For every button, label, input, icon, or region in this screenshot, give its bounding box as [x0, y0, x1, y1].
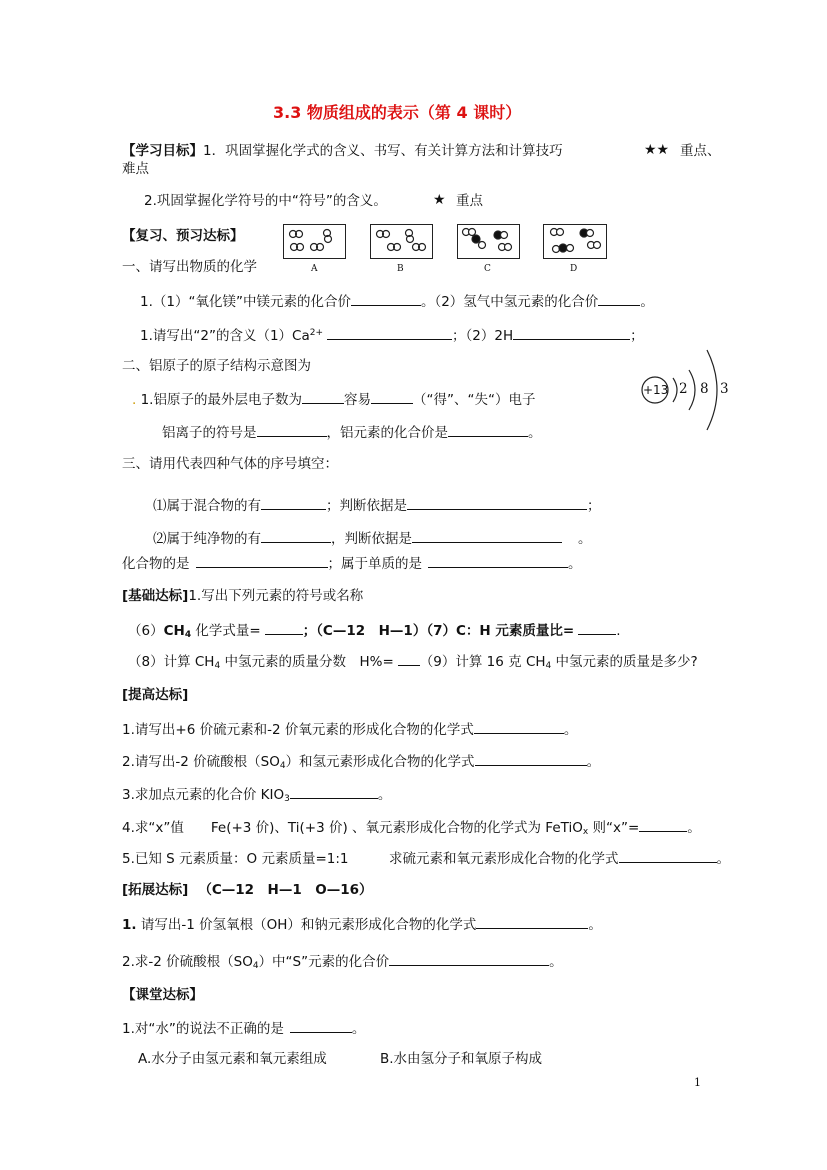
classroom-question-1: 1.对“水”的说法不正确的是 。 — [122, 1018, 365, 1038]
answer-blank[interactable] — [475, 751, 587, 766]
key-point-stars: ★★ — [644, 142, 670, 158]
goals-item-1-cont: 难点 — [122, 161, 149, 177]
option-b[interactable]: B.水由氢分子和氧原子构成 — [380, 1051, 543, 1067]
page-title: 3.3 物质组成的表示（第 4 课时） — [273, 103, 522, 122]
answer-blank[interactable] — [598, 291, 640, 306]
question-1-2: 1.请写出“2”的含义$(1)Ca^{2+}$ ；（2）2H ； — [140, 324, 644, 345]
answer-blank[interactable] — [448, 422, 528, 437]
answer-blank[interactable] — [327, 325, 452, 340]
goals-item-1: 1．巩固掌握化学式的含义、书写、有关计算方法和计算技巧 — [203, 143, 563, 159]
basic-question-6-7: $(6)CH_4$ 化学式量= ；（C—12 H—1）（7）C：H 元素质量比= . — [128, 620, 620, 644]
answer-blank[interactable] — [261, 528, 331, 543]
diagram-label-a: A — [311, 264, 318, 274]
answer-blank[interactable] — [428, 553, 568, 568]
question-2-1: . 1.铝原子的最外层电子数为 容易 （“得”、“失“）电子 — [132, 389, 535, 409]
question-2-2: 铝离子的符号是 ，铝元素的化合价是 。 — [162, 422, 542, 442]
advanced-question-3: 3.求加点元素的化合价 $KIO_3$ 。 — [122, 784, 391, 808]
answer-blank[interactable] — [476, 914, 588, 929]
goals-item-2: 2.巩固掌握化学符号的中“符号”的含义。 — [144, 193, 387, 209]
answer-blank[interactable] — [196, 553, 328, 568]
advanced-label: [提高达标] — [122, 687, 189, 703]
molecule-diagram-d — [543, 224, 607, 259]
advanced-question-1: 1.请写出+6 价硫元素和-2 价氧元素的形成化合物的化学式 。 — [122, 719, 577, 739]
atom-nucleus: +13 — [643, 383, 669, 397]
answer-blank[interactable] — [407, 495, 587, 510]
extend-question-2: 2.求-2 价硫酸根$(SO_4)$中“S”元素的化合价 。 — [122, 951, 563, 975]
answer-blank[interactable] — [389, 951, 549, 966]
answer-blank[interactable] — [474, 719, 564, 734]
diagram-label-c: C — [484, 264, 491, 274]
answer-blank[interactable] — [290, 1018, 352, 1033]
answer-blank[interactable] — [639, 817, 687, 832]
key-point-star: ★ — [433, 192, 446, 208]
advanced-question-5: 5.已知 S 元素质量：O 元素质量=1:1 求硫元素和氧元素形成化合物的化学式 。 — [122, 848, 730, 868]
answer-blank[interactable] — [619, 848, 717, 863]
question-2-heading: 二、铝原子的原子结构示意图为 — [122, 358, 311, 374]
review-label: 【复习、预习达标】 — [122, 228, 244, 244]
answer-blank[interactable] — [412, 528, 562, 543]
question-1-heading: 一、请写出物质的化学 — [122, 259, 257, 275]
answer-blank[interactable] — [351, 291, 421, 306]
question-3-heading: 三、请用代表四种气体的序号填空： — [122, 456, 338, 472]
answer-blank[interactable] — [261, 495, 326, 510]
extend-question-1: 1. 请写出-1 价氢氧根（OH）和钠元素形成化合物的化学式 。 — [122, 914, 602, 934]
goals-label: 【学习目标】 — [122, 143, 203, 159]
molecule-diagram-a-art — [284, 225, 345, 258]
question-3-1: ⑴属于混合物的有 ；判断依据是 ； — [153, 495, 601, 515]
question-3-2: ⑵属于纯净物的有 ，判断依据是 。 — [153, 528, 592, 548]
molecule-diagram-b-art — [371, 225, 432, 258]
molecule-diagram-c — [457, 224, 520, 259]
answer-blank[interactable] — [578, 620, 616, 635]
diagram-label-d: D — [570, 264, 578, 274]
classroom-label: 【课堂达标】 — [122, 987, 203, 1003]
answer-blank[interactable] — [371, 389, 413, 404]
advanced-question-4: 4.求“x”值 Fe(+3 价)、Ti(+3 价) 、氧元素形成化合物的化学式为 FeTiO$_x$ 则“x”= 。 — [122, 817, 701, 841]
basic-heading: [基础达标]1.写出下列元素的符号或名称 — [122, 588, 364, 604]
answer-blank[interactable] — [302, 389, 344, 404]
molecule-diagram-d-art — [544, 225, 606, 258]
answer-blank[interactable] — [398, 651, 420, 666]
option-a[interactable]: A.水分子由氢元素和氧元素组成 — [138, 1051, 327, 1067]
molecule-diagram-c-art — [458, 225, 519, 258]
answer-blank[interactable] — [290, 784, 378, 799]
diagram-label-b: B — [397, 264, 404, 274]
key-point-tag-2: 重点 — [456, 193, 483, 209]
question-3-3: 化合物的是 ；属于单质的是 。 — [122, 553, 582, 573]
advanced-question-2: 2.请写出-2 价硫酸根$(SO_4)$和氢元素形成化合物的化学式 。 — [122, 751, 600, 775]
atom-shell-1: 2 — [679, 381, 688, 397]
answer-blank[interactable] — [265, 620, 303, 635]
basic-question-8-9: （8）计算 $CH_4$ 中氢元素的质量分数 H%= （9）计算 16 克 $CH_4$ 中氢元素的质量是多少? — [128, 651, 698, 675]
basic-label: [基础达标] — [122, 588, 189, 604]
question-1-1: 1.（1）“氧化镁”中镁元素的化合价 。（2）氢气中氢元素的化合价 。 — [140, 291, 654, 311]
answer-blank[interactable] — [257, 422, 327, 437]
goals-line-1 — [122, 142, 563, 160]
molecule-diagram-a — [283, 224, 346, 259]
extend-heading: [拓展达标] （C—12 H—1 O—16） — [122, 882, 373, 898]
atom-shell-3: 3 — [720, 381, 729, 397]
molecule-diagram-b — [370, 224, 433, 259]
key-point-tag: 重点、 — [680, 143, 721, 159]
atom-shell-2: 8 — [700, 381, 709, 397]
page-number: 1 — [694, 1076, 701, 1089]
aluminum-atom-diagram — [635, 346, 735, 432]
answer-blank[interactable] — [513, 325, 630, 340]
extend-label: [拓展达标] — [122, 882, 189, 898]
